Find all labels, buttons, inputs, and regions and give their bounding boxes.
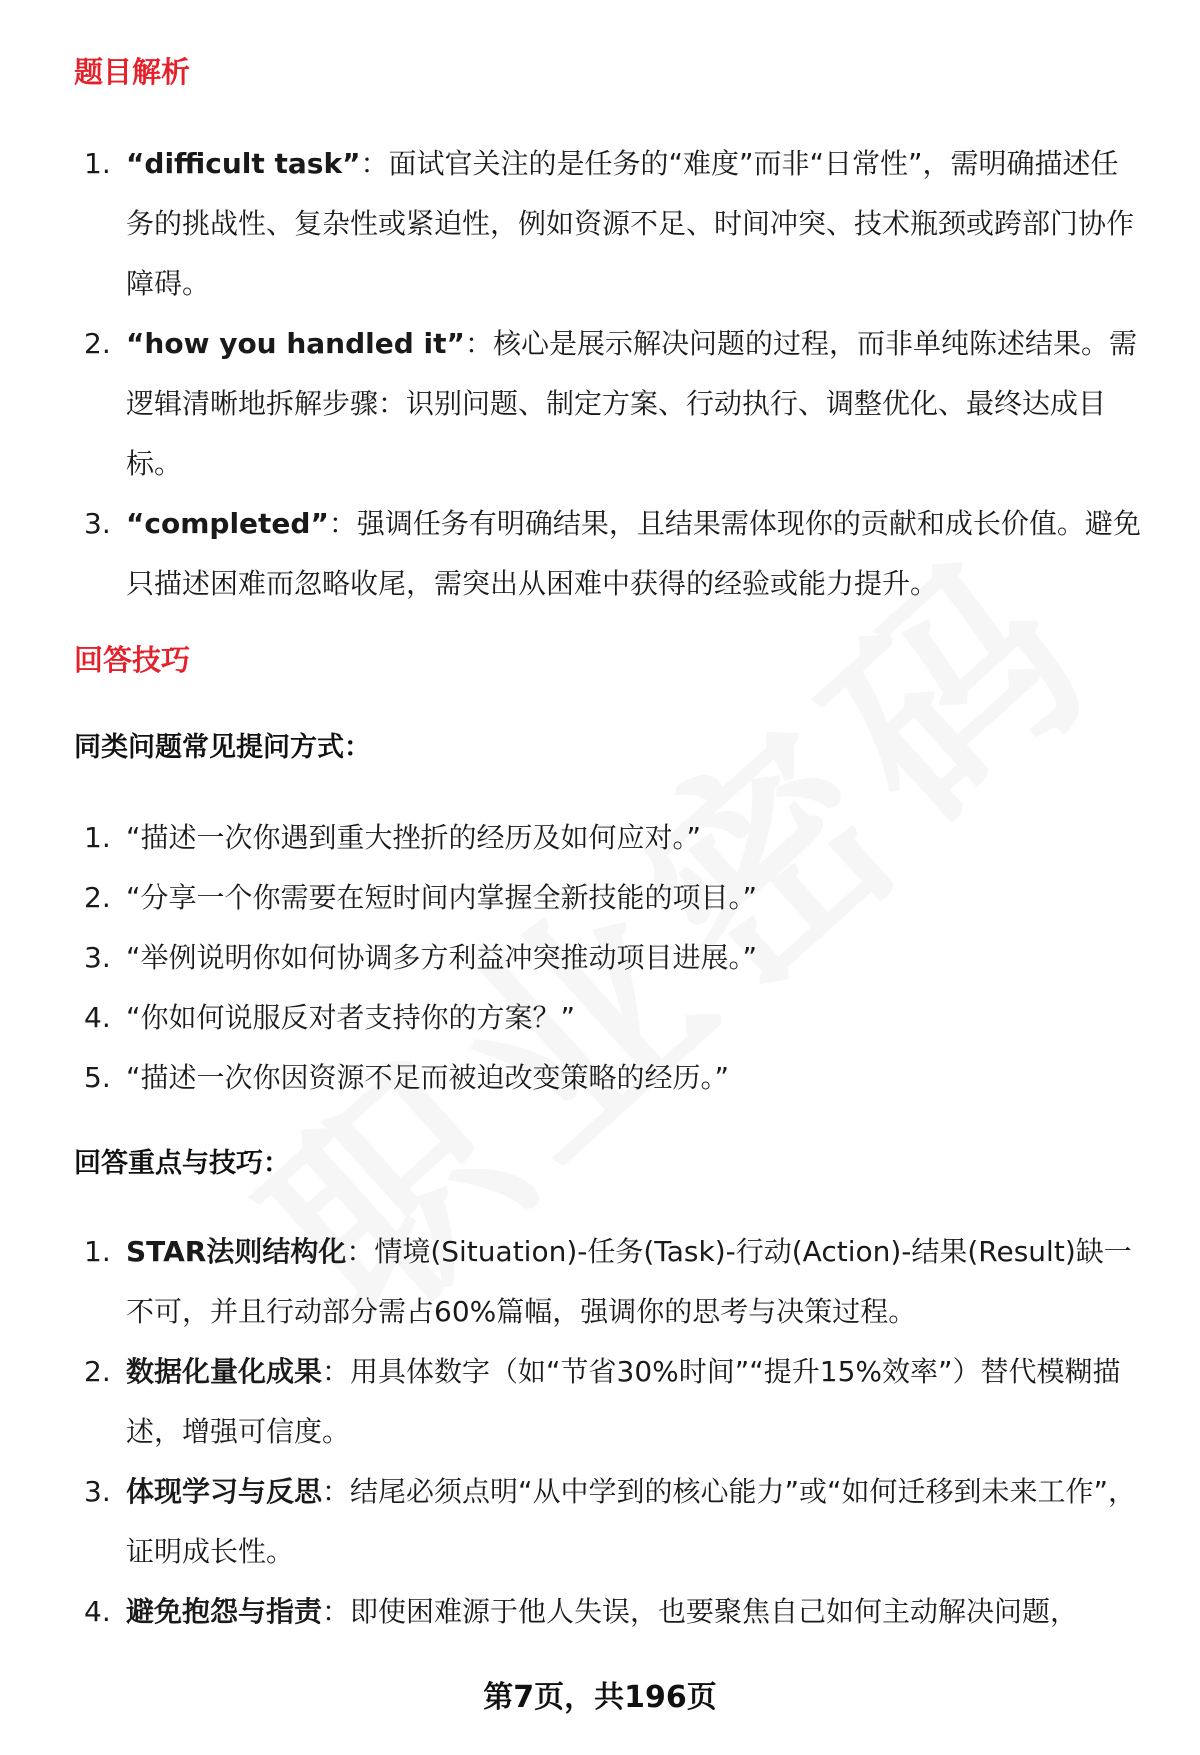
list-item	[0, 494, 1200, 614]
item-number: 5.	[84, 1061, 111, 1094]
item-number: 2.	[84, 327, 111, 360]
item-text: “描述一次你因资源不足而被迫改变策略的经历。”	[126, 1061, 730, 1094]
subsection-title-variants: 同类问题常见提问方式：	[74, 732, 371, 763]
item-number: 2.	[84, 1355, 111, 1388]
item-number: 2.	[84, 881, 111, 914]
section-title-tips: 回答技巧	[74, 643, 191, 677]
item-keyword: 避免抱怨与指责	[126, 1595, 323, 1628]
item-number: 3.	[84, 941, 111, 974]
analysis-list	[0, 134, 1200, 614]
item-number: 3.	[84, 1475, 111, 1508]
item-text: ：情境(Situation)-任务(Task)-行动(Action)-结果(Result)缺一不可，并且行动部分需占60%篇幅，强调你的思考与决策过程。	[126, 1235, 1132, 1328]
item-number: 1.	[84, 147, 111, 180]
list-item	[0, 134, 1200, 314]
item-keyword: STAR法则结构化	[126, 1235, 347, 1268]
list-item	[0, 808, 1200, 868]
variants-list	[0, 808, 1200, 1108]
list-item	[0, 314, 1200, 494]
list-item	[0, 1222, 1200, 1342]
item-keyword: “how you handled it”	[126, 327, 465, 360]
list-item	[0, 1342, 1200, 1462]
item-number: 1.	[84, 821, 111, 854]
item-text: “描述一次你遇到重大挫折的经历及如何应对。”	[126, 821, 702, 854]
item-keyword: 体现学习与反思	[126, 1475, 323, 1508]
item-number: 3.	[84, 507, 111, 540]
item-text: ：面试官关注的是任务的“难度”而非“日常性”，需明确描述任务的挑战性、复杂性或紧迫性，例如资源不足、时间冲突、技术瓶颈或跨部门协作障碍。	[126, 147, 1135, 300]
page-number-footer: 第7页，共196页	[483, 1680, 717, 1715]
list-item	[0, 1048, 1200, 1108]
item-text: ：强调任务有明确结果，且结果需体现你的贡献和成长价值。避免只描述困难而忽略收尾，需突出从困难中获得的经验或能力提升。	[126, 507, 1141, 600]
item-text: ：核心是展示解决问题的过程，而非单纯陈述结果。需逻辑清晰地拆解步骤：识别问题、制定方案、行动执行、调整优化、最终达成目标。	[126, 327, 1137, 480]
list-item	[0, 1462, 1200, 1582]
item-number: 4.	[84, 1001, 111, 1034]
item-text: ：即使困难源于他人失误，也要聚焦自己如何主动解决问题，	[322, 1595, 1079, 1628]
item-number: 1.	[84, 1235, 111, 1268]
item-text: ：用具体数字（如“节省30%时间”“提升15%效率”）替代模糊描述，增强可信度。	[126, 1355, 1121, 1448]
item-number: 4.	[84, 1595, 111, 1628]
section-title-analysis: 题目解析	[74, 55, 191, 89]
list-item	[0, 988, 1200, 1048]
list-item	[0, 928, 1200, 988]
subsection-title-key-points: 回答重点与技巧：	[74, 1148, 290, 1179]
item-text: ：结尾必须点明“从中学到的核心能力”或“如何迁移到未来工作”，证明成长性。	[126, 1475, 1137, 1568]
item-keyword: “difficult task”	[126, 147, 361, 180]
item-keyword: 数据化量化成果	[126, 1355, 323, 1388]
item-text: “你如何说服反对者支持你的方案？”	[126, 1001, 576, 1034]
item-text: “举例说明你如何协调多方利益冲突推动项目进展。”	[126, 941, 758, 974]
item-text: “分享一个你需要在短时间内掌握全新技能的项目。”	[126, 881, 758, 914]
key-points-list	[0, 1222, 1200, 1642]
list-item	[0, 1582, 1200, 1642]
item-keyword: “completed”	[126, 507, 329, 540]
list-item	[0, 868, 1200, 928]
